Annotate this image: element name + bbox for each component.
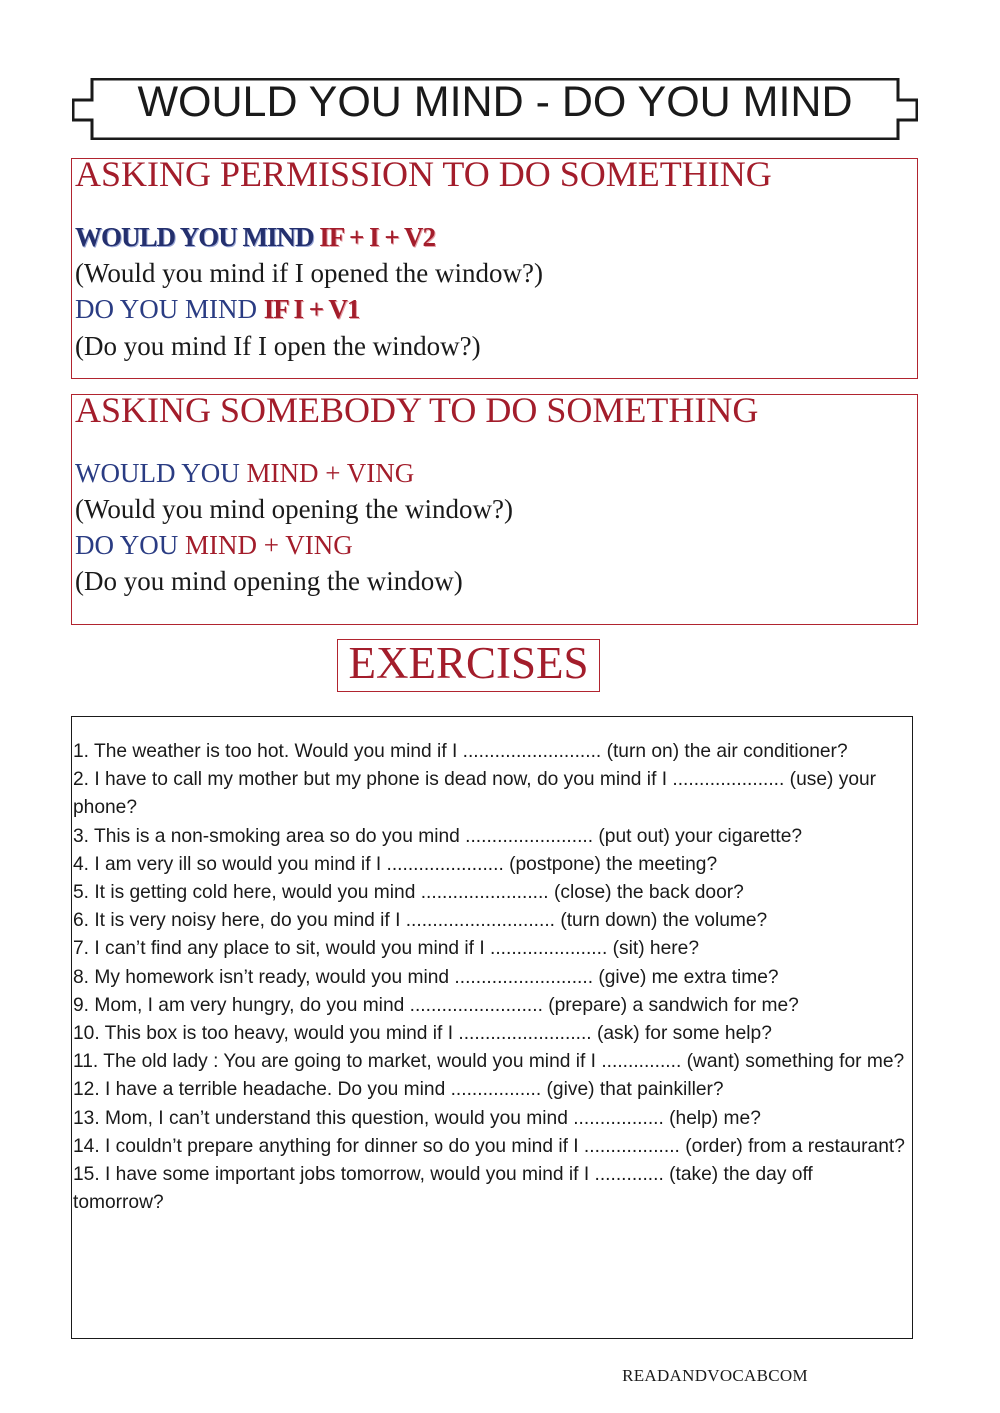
exercise-item: 3. This is a non-smoking area so do you mind ........................ (put out) your cigarette? [73,825,803,847]
permission-heading: ASKING PERMISSION TO DO SOMETHING [75,154,772,194]
exercises-heading: EXERCISES [337,639,600,692]
exercise-item: 2. I have to call my mother but my phone is dead now, do you mind if I ..................... (use) your phone? [73,769,877,819]
exercise-item: 8. My homework isn’t ready, would you mind .......................... (give) me extra time? [73,966,779,988]
formula-would-you-mind: WOULD YOU MIND [75,222,314,252]
footer-site-name: READANDVOCABCOM [622,1366,808,1385]
exercise-item: 10. This box is too heavy, would you mind if I ......................... (ask) for some help? [73,1023,772,1045]
exercise-item: 4. I am very ill so would you mind if I ...................... (postpone) the meeting? [73,853,718,875]
request-example-would: (Would you mind opening the window?) [75,494,514,524]
exercise-item: 15. I have some important jobs tomorrow, would you mind if I ............. (take) the day off tomorrow? [73,1164,813,1214]
formula-do-you-mind: DO YOU MIND [75,294,264,324]
exercise-item: 1. The weather is too hot. Would you mind if I .......................... (turn on) the air conditioner? [73,741,848,762]
request-formula-do [75,530,353,561]
formula-if-i-v1: IF I + V1 [263,294,360,324]
exercise-item: 11. The old lady : You are going to market, would you mind if I ............... (want) something for me? [73,1051,905,1073]
permission-example-do: (Do you mind If I open the window?) [75,331,481,361]
exercise-item: 6. It is very noisy here, do you mind if I ............................ (turn down) the volume? [73,910,768,932]
permission-formula-would [75,222,435,253]
exercise-item: 13. Mom, I can’t understand this question, would you mind ................. (help) me? [73,1107,761,1129]
formula-mind-ving-1: MIND + VING [246,458,415,488]
exercise-item: 9. Mom, I am very hungry, do you mind ......................... (prepare) a sandwich for me? [73,994,799,1016]
formula-do-you: DO YOU [75,530,185,560]
exercise-list [73,738,905,1217]
formula-would-you: WOULD YOU [75,458,247,488]
exercise-item: 5. It is getting cold here, would you mind ........................ (close) the back door? [73,882,744,904]
permission-example-would: (Would you mind if I opened the window?) [75,258,543,288]
page-title: WOULD YOU MIND - DO YOU MIND [137,78,853,126]
exercise-item: 12. I have a terrible headache. Do you mind ................. (give) that painkiller? [73,1079,724,1101]
formula-if-i-v2: IF + I + V2 [313,222,436,252]
permission-formula-do [75,294,359,325]
exercise-item: 14. I couldn’t prepare anything for dinner so do you mind if I .................. (order) from a restaurant? [73,1135,905,1157]
exercise-item: 7. I can’t find any place to sit, would you mind if I ...................... (sit) here? [73,938,699,960]
request-formula-would [75,458,414,489]
request-heading: ASKING SOMEBODY TO DO SOMETHING [75,390,759,430]
formula-mind-ving-2: MIND + VING [185,530,353,560]
request-example-do: (Do you mind opening the window) [75,566,463,596]
